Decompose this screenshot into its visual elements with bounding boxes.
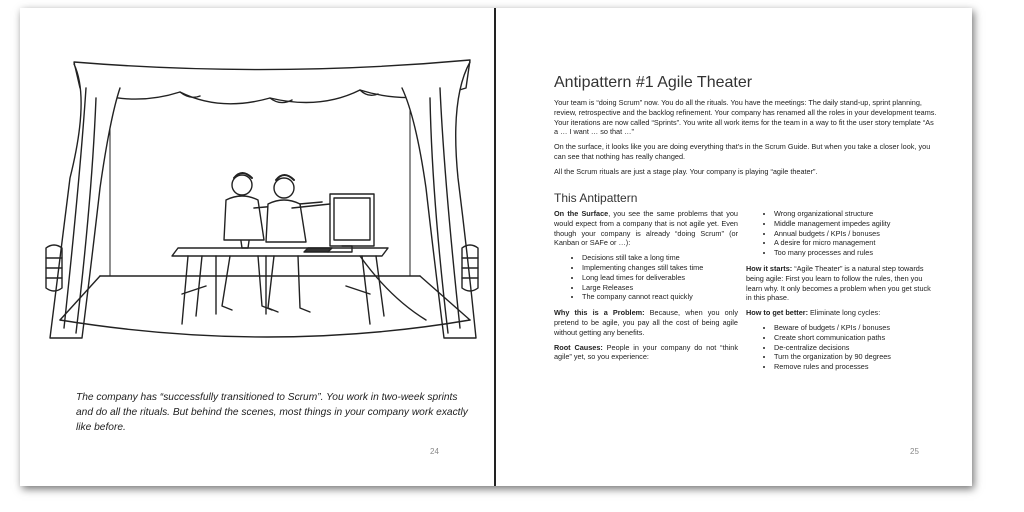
right-page [496,8,972,486]
how-starts-paragraph [746,264,938,303]
list-item: • Too many processes and rules [774,248,938,258]
how-starts-label: How it starts: [746,263,793,273]
page-number-right: 25 [910,447,919,456]
illustration-caption: The company has “successfully transitioned to Scrum”. You work in two-week sprints and do all the rituals. But behind the scenes, most things in your company work exactly like before. [76,392,468,433]
intro-paragraph: On the surface, it looks like you are doing everything that’s in the Scrum Guide. But when you take a closer look, you can see that nothing has really changed. [554,142,931,161]
get-better-list [746,323,938,372]
list-item: • Annual budgets / KPIs / bonuses [774,229,938,239]
list-item: • Large Releases [582,283,738,293]
get-better-text: Eliminate long cycles: [808,308,881,318]
root-causes-list [746,209,938,258]
list-item: • Remove rules and processes [774,362,938,372]
page-number-left: 24 [430,447,439,456]
surface-label: On the Surface [554,209,609,218]
list-item: • Beware of budgets / KPIs / bonuses [774,323,938,333]
root-causes-label: Root Causes: [554,342,603,352]
list-item: • Create short communication paths [774,333,938,343]
section-heading: This Antipattern [554,191,638,205]
surface-list [554,253,738,302]
list-item: • Middle management impedes agility [774,219,938,229]
problem-paragraph [554,308,738,337]
how-starts-text: “Agile Theater” is a natural step towards being agile: First you learn to follow the rules, then you learn why. It only becomes a problem when you get stuck in this phase. [746,263,931,303]
list-item: • Long lead times for deliverables [582,273,738,283]
list-item: • The company cannot react quickly [582,292,738,302]
theater-stage-illustration [30,58,490,358]
problem-text: Because, when you only pretend to be agile, you pay all the cost of being agile without getting any benefits. [554,308,738,337]
intro-paragraph: Your team is “doing Scrum” now. You do all the rituals. You have the meetings: The daily stand-up, sprint planning, review, retrospective and the backlog refinement. Your company has renamed all the roles in your development teams. Your iterations are now called “Sprints”. You write all work items for the team in a way to fit the user story template “As a … I want … so that …” [554,98,937,137]
get-better-paragraph [746,308,938,318]
problem-label: Why this is a Problem: [554,308,645,318]
right-column [746,209,938,378]
intro-paragraph: All the Scrum rituals are just a stage play. Your company is playing “agile theater”. [554,166,818,176]
left-page [20,8,494,486]
surface-text: , you see the same problems that you would expect from a company that is not agile yet. Even though your company is already “doing Scrum” (or Kanban or SAFe or …): [554,209,738,248]
intro-text [554,98,938,182]
chapter-title: Antipattern #1 Agile Theater [554,74,753,91]
root-causes-text: People in your company do not “think agile” yet, so you experience: [554,342,739,362]
root-causes-paragraph [554,343,738,363]
list-item: • A desire for micro management [774,238,938,248]
book-spread [20,8,972,486]
list-item: • Decisions still take a long time [582,253,738,263]
left-column [554,209,738,367]
list-item: • De-centralize decisions [774,343,938,353]
surface-paragraph [554,209,738,248]
get-better-label: How to get better: [746,308,809,318]
list-item: • Wrong organizational structure [774,209,938,219]
list-item: • Implementing changes still takes time [582,263,738,273]
list-item: • Turn the organization by 90 degrees [774,352,938,362]
